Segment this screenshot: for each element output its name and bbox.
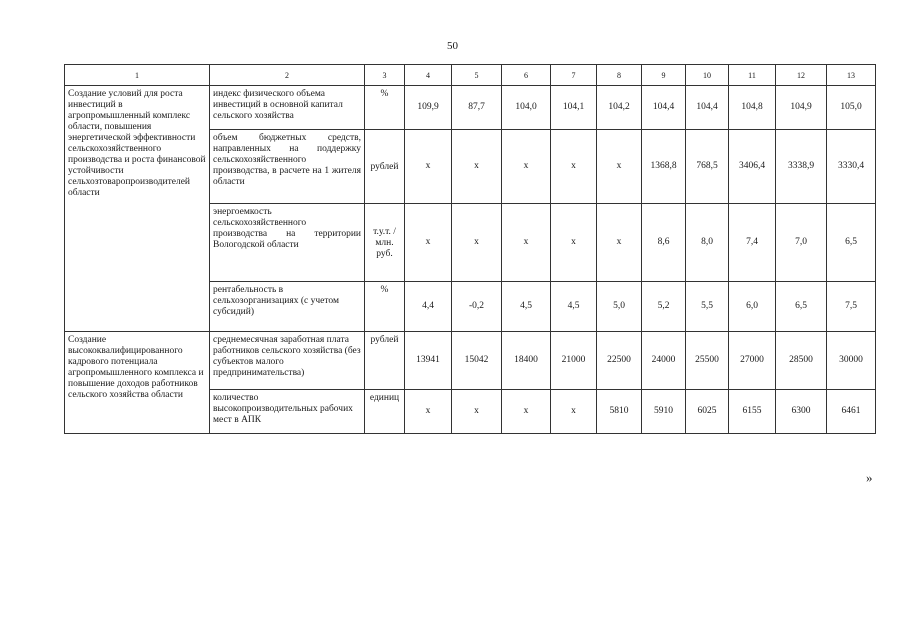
value-cell: 5,2 — [642, 282, 686, 332]
indicator-cell: объем бюджетных средств, направленных на поддержку сельскохозяйственного производства, в расчете на 1 жителя области — [210, 130, 365, 204]
value-cell: -0,2 — [452, 282, 502, 332]
unit-cell: % — [365, 86, 405, 130]
column-number: 7 — [551, 65, 597, 86]
column-number: 10 — [686, 65, 729, 86]
value-cell: 13941 — [405, 332, 452, 390]
value-cell: 6,0 — [729, 282, 776, 332]
value-cell: 27000 — [729, 332, 776, 390]
value-cell: 109,9 — [405, 86, 452, 130]
indicator-cell: количество высокопроизводительных рабочих мест в АПК — [210, 390, 365, 434]
value-cell: х — [405, 204, 452, 282]
value-cell: х — [551, 130, 597, 204]
value-cell: 3338,9 — [776, 130, 827, 204]
value-cell: 104,4 — [642, 86, 686, 130]
unit-cell: рублей — [365, 332, 405, 390]
column-number: 11 — [729, 65, 776, 86]
unit-cell: единиц — [365, 390, 405, 434]
value-cell: 28500 — [776, 332, 827, 390]
value-cell: 5910 — [642, 390, 686, 434]
value-cell: х — [597, 204, 642, 282]
value-cell: 24000 — [642, 332, 686, 390]
column-number: 6 — [502, 65, 551, 86]
column-number: 12 — [776, 65, 827, 86]
value-cell: 8,0 — [686, 204, 729, 282]
unit-cell: % — [365, 282, 405, 332]
column-number: 1 — [65, 65, 210, 86]
value-cell: 7,0 — [776, 204, 827, 282]
value-cell: х — [551, 390, 597, 434]
value-cell: 104,2 — [597, 86, 642, 130]
value-cell: х — [452, 390, 502, 434]
value-cell: 104,9 — [776, 86, 827, 130]
value-cell: 30000 — [827, 332, 876, 390]
value-cell: 4,5 — [551, 282, 597, 332]
value-cell: 7,4 — [729, 204, 776, 282]
value-cell: 6155 — [729, 390, 776, 434]
value-cell: х — [502, 204, 551, 282]
value-cell: 5,5 — [686, 282, 729, 332]
value-cell: х — [502, 130, 551, 204]
column-number: 2 — [210, 65, 365, 86]
value-cell: 105,0 — [827, 86, 876, 130]
value-cell: 7,5 — [827, 282, 876, 332]
goal-cell: Создание высококвалифицированного кадрового потенциала агропромышленного комплекса и повышение доходов работников сельского хозяйства области — [65, 332, 210, 434]
column-number: 9 — [642, 65, 686, 86]
value-cell: х — [405, 390, 452, 434]
indicator-cell: рентабельность в сельхозорганизациях (с учетом субсидий) — [210, 282, 365, 332]
value-cell: 4,5 — [502, 282, 551, 332]
indicator-cell: среднемесячная заработная плата работников сельского хозяйства (без субъектов малого предпринимательства) — [210, 332, 365, 390]
value-cell: 8,6 — [642, 204, 686, 282]
value-cell: 1368,8 — [642, 130, 686, 204]
value-cell: 25500 — [686, 332, 729, 390]
closing-quote-mark: » — [866, 470, 873, 485]
value-cell: 6300 — [776, 390, 827, 434]
value-cell: х — [452, 204, 502, 282]
table-row — [65, 332, 876, 390]
value-cell: 6,5 — [827, 204, 876, 282]
value-cell: 104,4 — [686, 86, 729, 130]
value-cell: 4,4 — [405, 282, 452, 332]
unit-cell: рублей — [365, 130, 405, 204]
column-number: 3 — [365, 65, 405, 86]
goal-cell: Создание условий для роста инвестиций в агропромышленный комплекс области, повышения энергетической эффективности сельскохозяйственного производства и роста финансовой устойчивости сельхозтоваропроизводителей области — [65, 86, 210, 332]
value-cell: 768,5 — [686, 130, 729, 204]
value-cell: х — [405, 130, 452, 204]
value-cell: х — [452, 130, 502, 204]
value-cell: 104,8 — [729, 86, 776, 130]
value-cell: 22500 — [597, 332, 642, 390]
value-cell: 6461 — [827, 390, 876, 434]
value-cell: 104,1 — [551, 86, 597, 130]
value-cell: х — [502, 390, 551, 434]
column-number: 5 — [452, 65, 502, 86]
page-number: 50 — [447, 40, 458, 52]
value-cell: 104,0 — [502, 86, 551, 130]
indicator-cell: индекс физического объема инвестиций в основной капитал сельского хозяйства — [210, 86, 365, 130]
value-cell: 21000 — [551, 332, 597, 390]
column-number-row — [65, 65, 876, 86]
value-cell: 5810 — [597, 390, 642, 434]
value-cell: 18400 — [502, 332, 551, 390]
value-cell: х — [551, 204, 597, 282]
column-number: 4 — [405, 65, 452, 86]
column-number: 8 — [597, 65, 642, 86]
value-cell: 87,7 — [452, 86, 502, 130]
column-number: 13 — [827, 65, 876, 86]
indicator-cell: энергоемкость сельскохозяйственного производства на территории Вологодской области — [210, 204, 365, 282]
indicators-table — [64, 64, 876, 434]
unit-cell: т.у.т. / млн. руб. — [365, 204, 405, 282]
value-cell: 6,5 — [776, 282, 827, 332]
value-cell: 3330,4 — [827, 130, 876, 204]
table-row — [65, 86, 876, 130]
value-cell: 5,0 — [597, 282, 642, 332]
value-cell: 6025 — [686, 390, 729, 434]
value-cell: 3406,4 — [729, 130, 776, 204]
value-cell: 15042 — [452, 332, 502, 390]
value-cell: х — [597, 130, 642, 204]
